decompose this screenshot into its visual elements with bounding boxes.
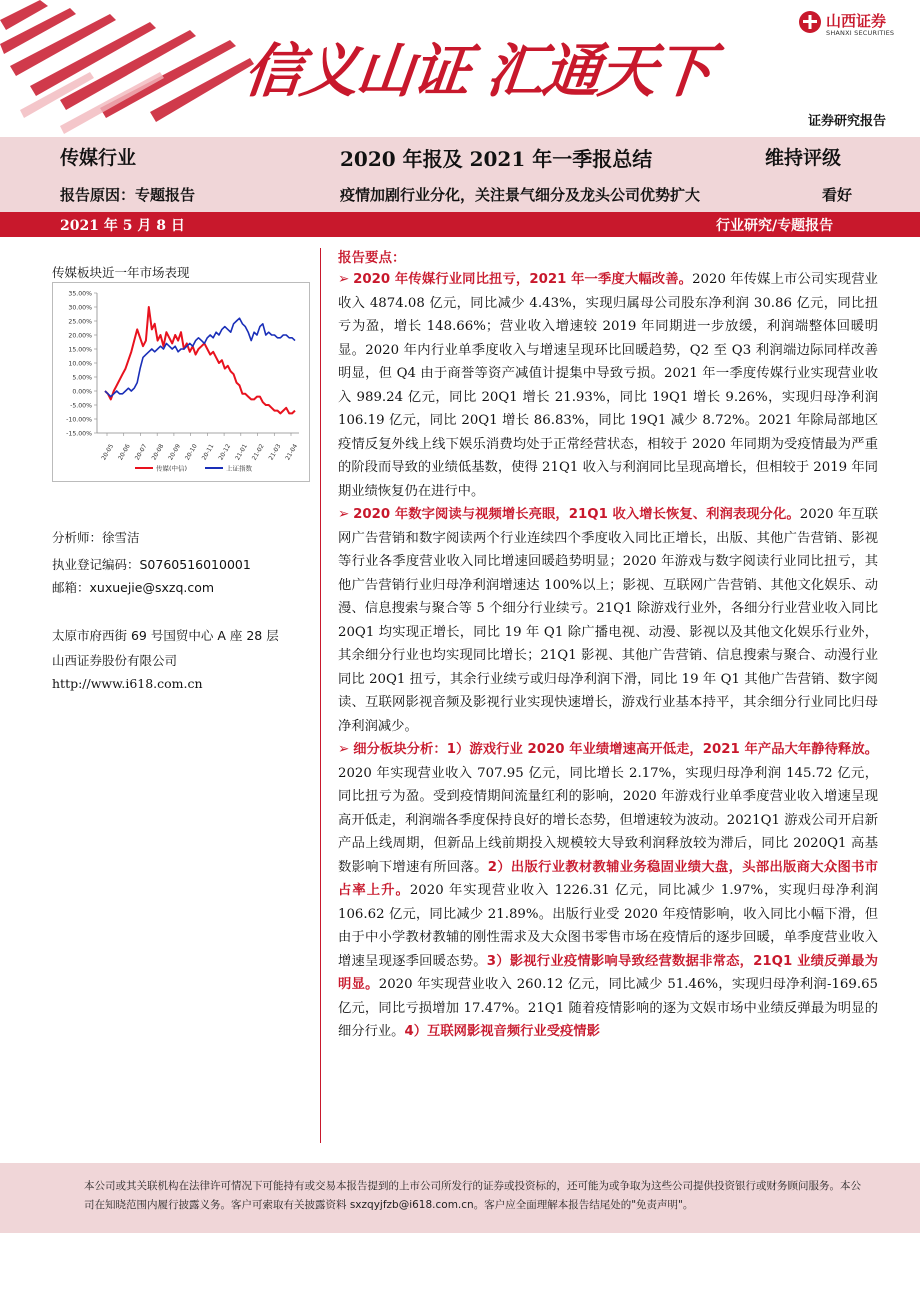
report-title: 2020 年报及 2021 年一季报总结	[340, 147, 653, 171]
chart-legend-label: 上证指数	[226, 464, 252, 473]
chart-y-tick-label: 25.00%	[68, 318, 92, 326]
point-2-text: 2020 年互联网广告营销和数字阅读两个行业连续四个季度收入同比正增长，出版、其他广告营销、影视等行业各季度营业收入同比增速回暖趋势明显；2020 年游戏与数字阅读行业同比扭亏，其他广告营销行业归母净利润增速达 100%以上；影视、互联网广告营销、其他文化娱乐、动漫、信息搜索与聚合等 5 个细分行业续亏。21Q1 除游戏行业外，各细分行业营业收入同比 20Q1 均实现正增长，同比 19 年 Q1 除广播电视、动漫、影视以及其他文化娱乐行业外，其余细分行业也均实现同比增长；21Q1 影视、其他广告营销、信息搜索与聚合、动漫行业同比 20Q1 扭亏，其余行业续亏或归母净利润下滑，同比 19 年 Q1 其他广告营销、数字阅读、互联网影视音频及影视行业实现快速增长，游戏行业基本持平，其余细分行业同比归母净利润减少。	[338, 507, 878, 734]
chart-x-tick-label: 20-07	[133, 442, 149, 462]
market-chart-svg	[53, 283, 309, 481]
chart-y-tick-label: -5.00%	[70, 402, 92, 410]
analyst-email[interactable]: 邮箱：xuxuejie@sxzq.com	[52, 580, 215, 595]
report-reason: 报告原因：专题报告	[60, 186, 196, 204]
rating-value: 看好	[822, 186, 853, 204]
chart-x-tick-label: 20-06	[117, 442, 132, 462]
report-date: 2021 年 5 月 8 日	[60, 218, 185, 234]
chart-x-tick-label: 20-05	[100, 442, 116, 462]
chart-y-tick-label: 5.00%	[72, 374, 92, 382]
company-logo	[798, 8, 908, 44]
point-paragraph-1	[338, 268, 878, 503]
report-category: 行业研究/专题报告	[716, 218, 834, 234]
market-chart	[52, 282, 310, 482]
chart-x-tick-label: 20-08	[150, 442, 166, 462]
logo-text-en: SHANXI SECURITIES	[826, 29, 895, 37]
point-3-text-b: 2020 年实现营业收入 1226.31 亿元，同比减少 1.97%，实现归母净利润 106.62 亿元，同比减少 21.89%。出版行业受 2020 年疫情影响，收入同比小幅下滑，但由于中小学教材教辅的刚性需求及大众图书零售市场在疫情后的逐步回暖，单季度营业收入增速呈现逐季回暖态势。	[338, 883, 878, 969]
point-3-highlight-4: 4）互联网影视音频行业受疫情影	[404, 1024, 600, 1039]
chart-x-tick-label: 20-09	[167, 442, 183, 462]
company-address: 太原市府西街 69 号国贸中心 A 座 28 层	[52, 628, 279, 643]
point-3-highlight-3: 3）影视行业疫情影响导致经营数据非常态，21Q1 业绩反弹最为明显。	[338, 953, 879, 992]
point-3-text-a: 2020 年实现营业收入 707.95 亿元，同比增长 2.17%，实现归母净利润 145.72 亿元，同比扭亏为盈。受到疫情期间流量红利的影响，2020 年游戏行业单季度营业收入增速呈现高开低走，利润端各季度保持良好的增长态势，但增速较为波动。2021Q1 游戏公司开启新产品上线周期，但新品上线前期投入规模较大导致利润释放较为滞后，同比 2020Q1 高基数影响下增速有所回落。	[338, 765, 878, 875]
point-1-text: 2020 年传媒上市公司实现营业收入 4874.08 亿元，同比减少 4.43%，实现归属母公司股东净利润 30.86 亿元，同比扭亏为盈，增长 148.66%；营业收入增速较 2019 年同期进一步放缓，利润端整体回暖明显。2020 年内行业单季度收入与增速呈现环比回暖趋势，Q2 至 Q3 利润端边际同样改善明显，但 Q4 由于商誉等资产减值计提集中导致亏损。2021 年一季度传媒行业实现营业收入 989.24 亿元，同比 20Q1 增长 21.93%，同比 19Q1 增长 9.26%，实现归母净利润 106.19 亿元，同比 20Q1 增长 86.83%，同比 19Q1 减少 8.72%。2021 年除局部地区疫情反复外线上线下娱乐消费均处于正常经营状态，相较于 2020 年同期为受疫情最为严重的阶段而导致的业绩低基数，使得 21Q1 收入与利润同比呈现高增长，但相较于 2019 年同期业绩恢复仍在进行中。	[338, 272, 878, 499]
arrow-bullet-icon: ➢	[338, 742, 350, 757]
industry-label: 传媒行业	[60, 147, 137, 169]
arrow-bullet-icon: ➢	[338, 507, 350, 522]
banner-decoration	[0, 0, 260, 140]
disclaimer-text: 本公司或其关联机构在法律许可情况下可能持有或交易本报告提到的上市公司所发行的证券或投资标的，还可能为或争取为这些公司提供投资银行或财务顾问服务。本公司在知晓范围内履行披露义务。客户可索取有关披露资料 sxzqyjfzb@i618.com.cn。客户应全面理解本报告结尾处的"免责声明"。	[84, 1180, 861, 1211]
point-3-highlight-1: 细分板块分析：1）游戏行业 2020 年业绩增速高开低走，2021 年产品大年静待释放。	[353, 742, 878, 757]
logo-mark-icon	[798, 10, 822, 34]
point-1-highlight: 2020 年传媒行业同比扭亏，2021 年一季度大幅改善。	[353, 272, 693, 287]
report-type: 证券研究报告	[808, 114, 887, 129]
report-subtitle: 疫情加剧行业分化，关注景气细分及龙头公司优势扩大	[340, 186, 701, 204]
banner	[0, 0, 920, 140]
point-2-highlight: 2020 年数字阅读与视频增长亮眼，21Q1 收入增长恢复、利润表现分化。	[353, 507, 800, 522]
chart-x-tick-label: 21-02	[250, 442, 266, 462]
main-content	[338, 248, 878, 1044]
rating-label: 维持评级	[765, 147, 842, 169]
company-website-link[interactable]: http://www.i618.com.cn	[52, 676, 203, 691]
column-divider	[320, 248, 321, 1143]
point-3-highlight-2: 2）出版行业教材教辅业务稳固业绩大盘，头部出版商大众图书市占率上升。	[338, 859, 878, 898]
chart-y-tick-label: 20.00%	[68, 332, 92, 340]
chart-series-line-1	[105, 318, 295, 396]
chart-y-tick-label: -10.00%	[66, 416, 92, 424]
chart-legend-label: 传媒(中信)	[156, 464, 188, 473]
logo-text-cn: 山西证券	[826, 12, 887, 30]
chart-y-tick-label: 0.00%	[72, 388, 92, 396]
brand-slogan: 信义山证 汇通天下	[240, 37, 715, 105]
registration-number: 执业登记编码：S0760516010001	[52, 557, 251, 572]
chart-y-tick-label: 10.00%	[68, 360, 92, 368]
chart-x-tick-label: 21-03	[267, 442, 283, 462]
chart-x-tick-label: 20-11	[200, 442, 216, 462]
chart-x-tick-label: 21-04	[284, 442, 300, 462]
chart-series-line-0	[105, 307, 295, 413]
chart-y-tick-label: 30.00%	[68, 304, 92, 312]
chart-x-tick-label: 20-10	[183, 442, 199, 462]
chart-y-tick-label: 35.00%	[68, 290, 92, 298]
point-3-text-c: 2020 年实现营业收入 260.12 亿元，同比减少 51.46%，实现归母净利润-169.65 亿元，同比亏损增加 17.47%。21Q1 随着疫情影响的逐为文娱市场中业绩反弹最为明显的细分行业。	[338, 977, 878, 1039]
arrow-bullet-icon: ➢	[338, 272, 350, 287]
chart-title: 传媒板块近一年市场表现	[52, 265, 190, 280]
point-paragraph-2	[338, 503, 878, 738]
chart-y-tick-label: 15.00%	[68, 346, 92, 354]
chart-x-tick-label: 20-12	[217, 442, 233, 462]
analyst-name: 分析师：徐雪洁	[52, 530, 140, 545]
point-paragraph-3	[338, 738, 878, 1044]
points-title: 报告要点：	[338, 250, 406, 266]
company-name: 山西证券股份有限公司	[52, 653, 178, 668]
chart-x-tick-label: 21-01	[234, 442, 249, 462]
chart-y-tick-label: -15.00%	[66, 430, 92, 438]
